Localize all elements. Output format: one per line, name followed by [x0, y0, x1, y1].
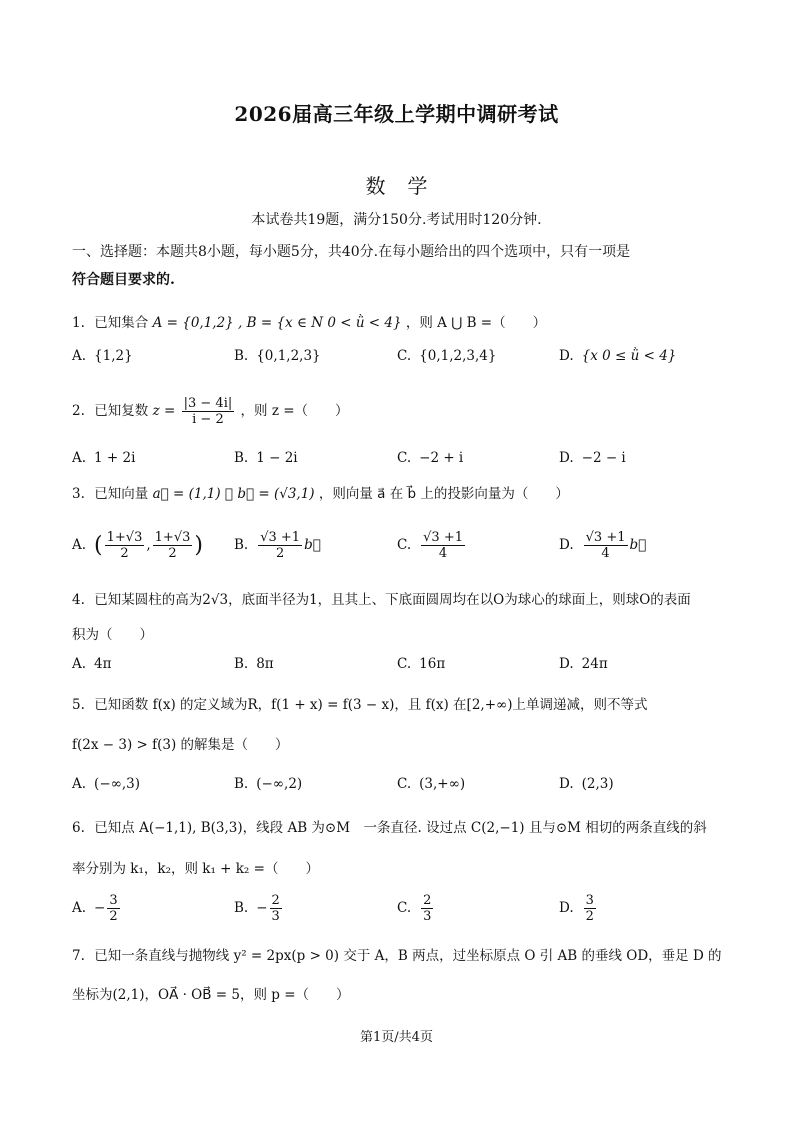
option-c[interactable]: C. $\frac{2}{3}$: [397, 893, 432, 924]
option-d[interactable]: D. (2,3): [559, 776, 614, 792]
question-1-options: [72, 348, 722, 378]
section-heading: [72, 238, 722, 294]
option-c[interactable]: C. {0,1,2,3,4}: [397, 348, 497, 364]
question-5-line-2: f(2x − 3) > f(3) 的解集是（ ）: [72, 737, 289, 753]
option-b[interactable]: B. 1 − 2i: [234, 450, 298, 466]
option-d[interactable]: D. $\frac{√3 +1}{4}$ b⃗: [559, 530, 647, 561]
question-2: 2. 已知复数 z = $\frac{|3 - 4i|}{i - 2}$ ，则 z =（ ）: [72, 396, 349, 427]
question-3-options: [72, 526, 722, 568]
question-5-options: [72, 776, 722, 806]
option-d[interactable]: D. $\frac{3}{2}$: [559, 893, 594, 924]
option-b[interactable]: B. $\frac{√3 +1}{2}$ b⃗: [234, 530, 321, 561]
question-4-line-2: 积为（ ）: [72, 627, 153, 643]
option-d[interactable]: D. 24π: [559, 656, 608, 672]
question-6-options: [72, 893, 722, 933]
question-6: 6. 已知点 A(−1,1), B(3,3)，线段 AB 为⊙M 一条直径. 设过点 C(2,−1) 且与⊙M 相切的两条直线的斜: [72, 820, 707, 836]
option-a[interactable]: A. 1 + 2i: [72, 450, 136, 466]
option-b[interactable]: B. (−∞,2): [234, 776, 303, 792]
option-c[interactable]: C. $\frac{√3 +1}{4}$: [397, 530, 463, 561]
option-a[interactable]: A. {1,2}: [72, 348, 133, 364]
option-c[interactable]: C. (3,+∞): [397, 776, 466, 792]
exam-intro: 本试卷共19题，满分150分.考试用时120分钟.: [251, 212, 542, 228]
option-c[interactable]: C. 16π: [397, 656, 446, 672]
question-6-line-2: 率分别为 k₁，k₂，则 k₁ + k₂ =（ ）: [72, 861, 319, 877]
question-1: 1. 已知集合 A = {0,1,2} , B = {x ∈ N 0 < ǜ < 4} ，则 A ⋃ B =（ ）: [72, 315, 547, 331]
page-footer: 第1页/共4页: [360, 1030, 433, 1045]
question-4-options: [72, 656, 722, 686]
section-line-2: 符合题目要求的.: [72, 272, 175, 288]
exam-title: 2026届高三年级上学期中调研考试: [234, 102, 559, 126]
option-a[interactable]: A. (−∞,3): [72, 776, 141, 792]
option-a[interactable]: A. 4π: [72, 656, 112, 672]
option-a[interactable]: A. − $\frac{3}{2}$: [72, 893, 118, 924]
section-line-1: 一、选择题：本题共8小题，每小题5分，共40分.在每小题给出的四个选项中，只有一项是: [72, 244, 631, 260]
option-d[interactable]: D. −2 − i: [559, 450, 626, 466]
question-7-line-2: 坐标为(2,1)，OA⃗ · OB⃗ = 5，则 p =（ ）: [72, 987, 350, 1003]
option-b[interactable]: B. − $\frac{2}{3}$: [234, 893, 280, 924]
subject-heading: 数学: [365, 174, 450, 198]
question-7: 7. 已知一条直线与抛物线 y² = 2px(p > 0) 交于 A，B 两点，过坐标原点 O 引 AB 的垂线 OD，垂足 D 的: [72, 948, 722, 964]
question-5: 5. 已知函数 f(x) 的定义域为R，f(1 + x) = f(3 − x)，且 f(x) 在[2,+∞)上单调递减，则不等式: [72, 697, 648, 713]
option-b[interactable]: B. {0,1,2,3}: [234, 348, 321, 364]
question-2-options: [72, 450, 722, 480]
option-b[interactable]: B. 8π: [234, 656, 274, 672]
fraction: $\frac{|3 - 4i|}{i - 2}$: [183, 396, 233, 427]
option-a[interactable]: A. ( $\frac{1+√3}{2}$ , $\frac{1+√3}{2}$ ): [72, 530, 203, 561]
option-d[interactable]: D. {x 0 ≤ ǜ < 4}: [559, 348, 677, 364]
option-c[interactable]: C. −2 + i: [397, 450, 464, 466]
question-3: 3. 已知向量 a⃗ = (1,1) ， b⃗ = (√3,1) ，则向量 a⃗ 在 b⃗ 上的投影向量为（ ）: [72, 486, 569, 502]
question-4: 4. 已知某圆柱的高为2√3，底面半径为1，且其上、下底面圆周均在以O为球心的球面上，则球O的表面: [72, 592, 691, 608]
